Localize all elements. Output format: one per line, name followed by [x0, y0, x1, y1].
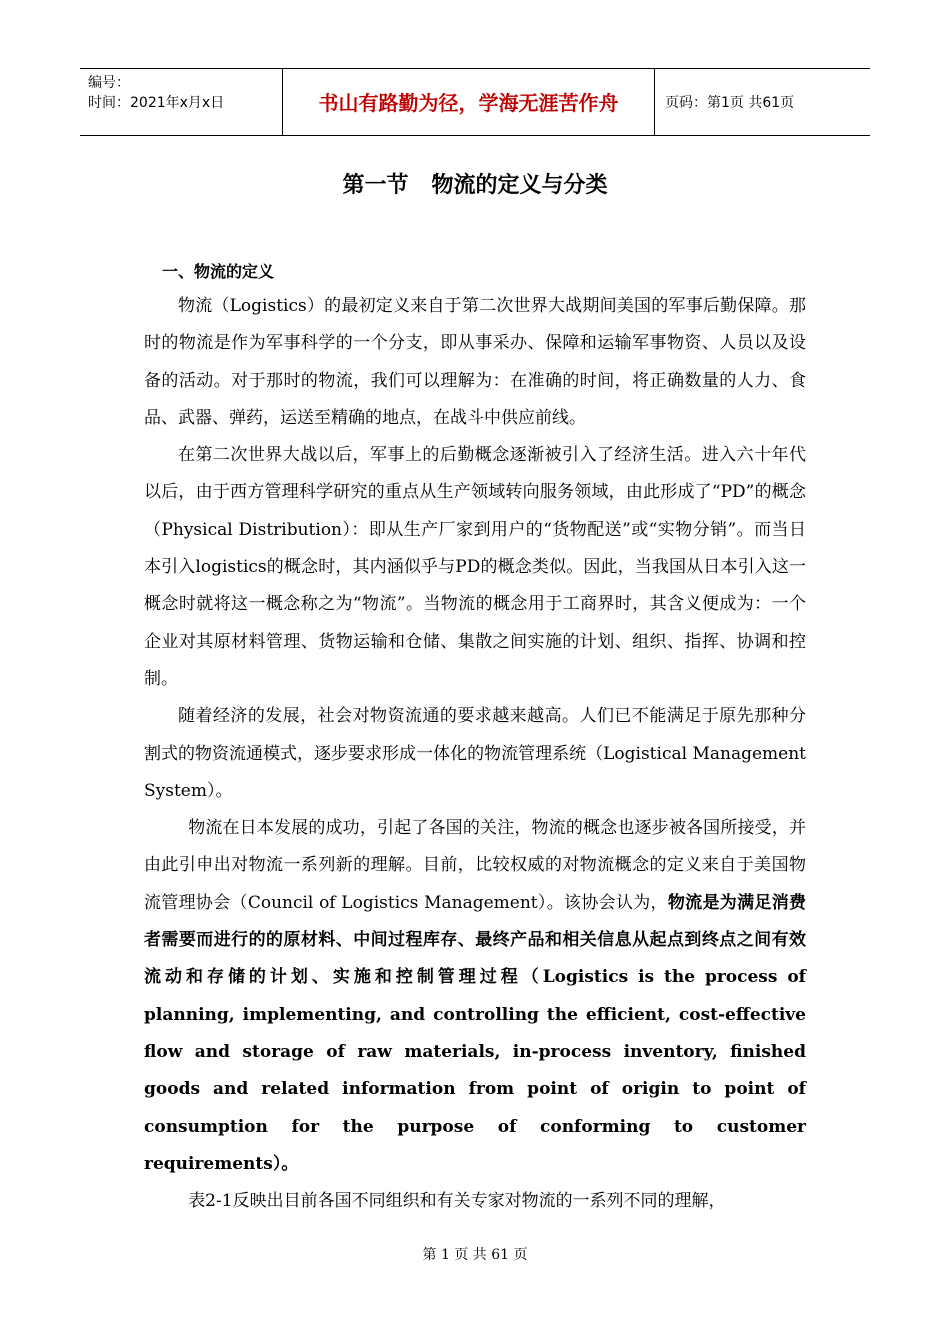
header-table [80, 68, 870, 136]
paragraph-4 [144, 810, 806, 1183]
header-motto: 书山有路勤为径，学海无涯苦作舟 [282, 69, 655, 135]
paragraph-3: 随着经济的发展，社会对物资流通的要求越来越高。人们已不能满足于原先那种分割式的物资流通模式，逐步要求形成一体化的物流管理系统（Logistical Management System）。 [144, 706, 806, 801]
date-label: 时间：2021年x月x日 [88, 95, 225, 111]
header-page-info: 页码：第1页 共61页 [665, 95, 795, 111]
paragraph-2: 在第二次世界大战以后，军事上的后勤概念逐渐被引入了经济生活。进入六十年代以后，由于西方管理科学研究的重点从生产领域转向服务领域，由此形成了“PD”的概念（Physical Distribution）：即从生产厂家到用户的“货物配送”或“实物分销”。而当日本引入logistics的概念时，其内涵似乎与PD的概念类似。因此，当我国从日本引入这一概念时就将这一概念称之为“物流”。当物流的概念用于工商界时，其含义便成为：一个企业对其原材料管理、货物运输和仓储、集散之间实施的计划、组织、指挥、协调和控制。 [144, 445, 806, 689]
section-heading: 一、物流的定义 [162, 262, 275, 281]
logistics-definition: 物流是为满足消费者需要而进行的的原材料、中间过程库存、最终产品和相关信息从起点到终点之间有效流动和存储的计划、实施和控制管理过程（Logistics is the process of planning, implementing, and controlling the efficient, cost-effective flow and storage of raw materials, in-process inventory, finished goods and related information from point of origin to point of consumption for the purpose of conforming to customer requirements）。 [144, 892, 807, 1174]
paragraph-5: 表2-1反映出目前各国不同组织和有关专家对物流的一系列不同的理解， [188, 1191, 726, 1212]
number-label: 编号： [88, 75, 130, 91]
header-meta [80, 69, 282, 135]
body-text [144, 288, 806, 1220]
page-footer: 第 1 页 共 61 页 [422, 1247, 528, 1263]
paragraph-1: 物流（Logistics）的最初定义来自于第二次世界大战期间美国的军事后勤保障。那时的物流是作为军事科学的一个分支，即从事采办、保障和运输军事物资、人员以及设备的活动。对于那时的物流，我们可以理解为：在准确的时间，将正确数量的人力、食品、武器、弹药，运送至精确的地点，在战斗中供应前线。 [144, 296, 806, 428]
page-title: 第一节 物流的定义与分类 [342, 173, 608, 198]
paragraph-4-plain: 物流在日本发展的成功，引起了各国的关注，物流的概念也逐步被各国所接受，并由此引申出对物流一系列新的理解。目前，比较权威的对物流概念的定义来自于美国物流管理协会（Council of Logistics Management）。该协会认为， [144, 818, 806, 913]
